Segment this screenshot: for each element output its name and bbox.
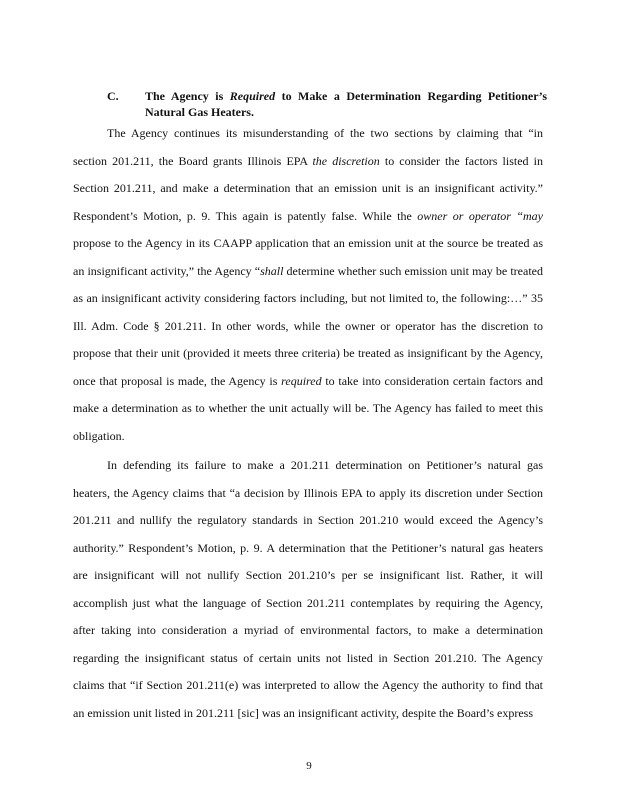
section-title <box>145 88 547 120</box>
text-emphasis: required <box>281 373 322 388</box>
section-title-emphasis: Required <box>229 89 276 103</box>
text-run: to consider the factors listed in Section 201.211, and make a determination that an emission unit is an insignificant activity.” Respondent’s Motion, p. 9. This again is patently false. While the <box>73 153 543 223</box>
section-title-part: The Agency is <box>145 89 230 103</box>
paragraph-1 <box>73 120 543 450</box>
text-emphasis: owner or operator “may <box>417 208 543 223</box>
section-title-part: to Make a Determination Regarding Petitioner’s Natural Gas Heaters. <box>145 89 547 119</box>
text-run: The Agency continues its misunderstanding of the two sections by claiming that “in section 201.211, the Board grants Illinois EPA <box>73 126 543 168</box>
text-emphasis: shall <box>260 263 284 278</box>
paragraph-2-text: In defending its failure to make a 201.211 determination on Petitioner’s natural gas heaters, the Agency claims that “a decision by Illinois EPA to apply its discretion under Section 201.211 and nullify the regulatory standards in Section 201.210 would exceed the Agency’s authority.” Respondent’s Motion, p. 9. A determination that the Petitioner’s natural gas heaters are insignificant will not nullify Section 201.210’s per se insignificant list. Rather, it will accomplish just what the language of Section 201.211 contemplates by requiring the Agency, after taking into consideration a myriad of environmental factors, to make a determination regarding the insignificant status of certain units not listed in Section 201.210. The Agency claims that “if Section 201.211(e) was interpreted to allow the Agency the authority to find that an emission unit listed in 201.211 [sic] was an insignificant activity, despite the Board’s express <box>73 458 543 720</box>
section-label: C. <box>107 89 119 103</box>
text-run: to take into consideration certain factors and make a determination as to whether the unit actually will be. The Agency has failed to meet this obligation. <box>73 373 543 443</box>
text-emphasis: the discretion <box>312 153 380 168</box>
text-run: propose to the Agency in its CAAPP application that an emission unit at the source be treated as an insignificant activity,” the Agency “ <box>73 236 543 278</box>
text-run: determine whether such emission unit may be treated as an insignificant activity considering factors including, but not limited to, the following:…” 35 Ill. Adm. Code § 201.211. In other words, while the owner or operator has the discretion to propose that their unit (provided it meets three criteria) be treated as insignificant by the Agency, once that proposal is made, the Agency is <box>73 263 543 388</box>
paragraph-2 <box>73 452 543 727</box>
page-number: 9 <box>306 760 312 772</box>
